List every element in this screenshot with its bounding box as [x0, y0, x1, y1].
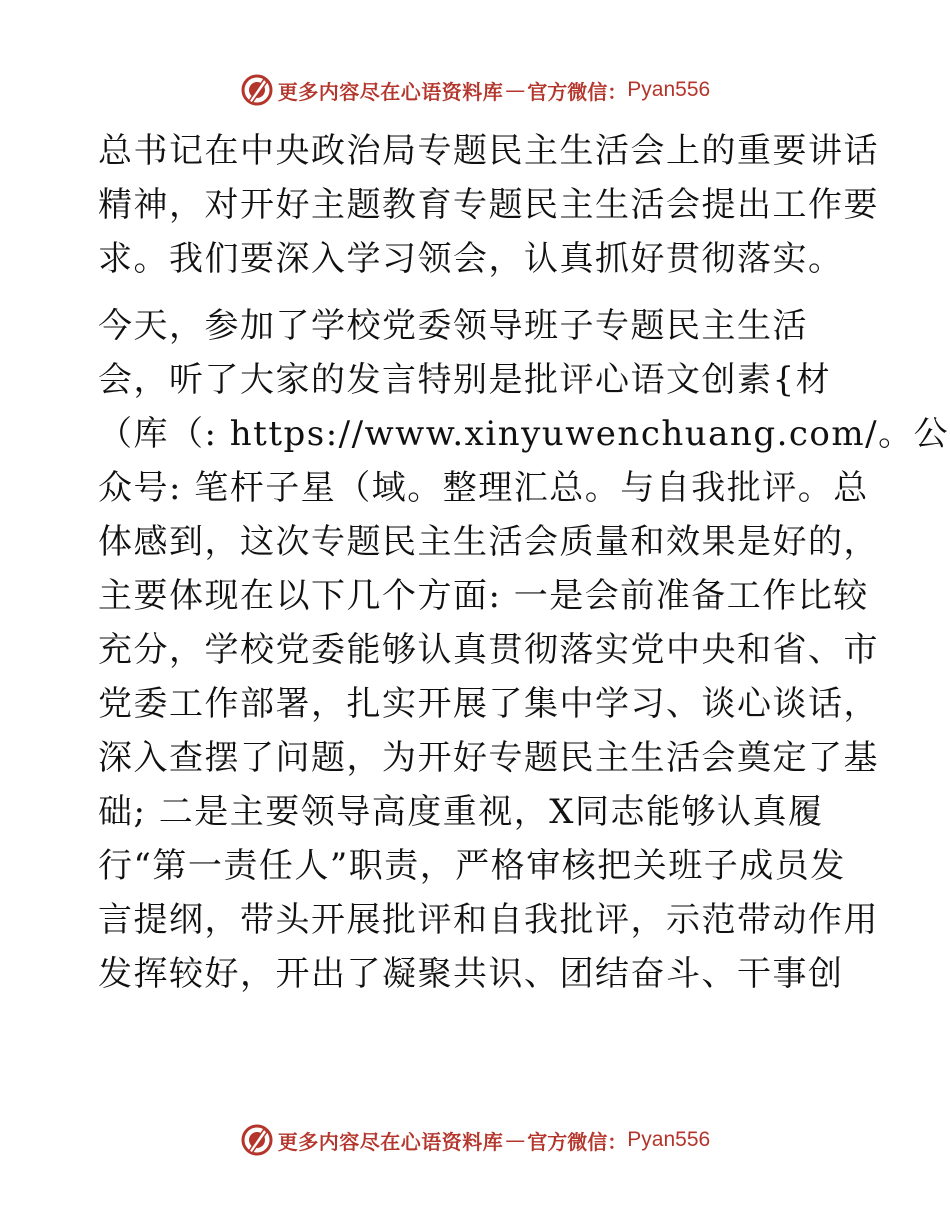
text-line: 众号: 笔杆子星（域。整理汇总。与自我批评。总	[98, 468, 869, 508]
text-line: 会，听了大家的发言特别是批评心语文创素{材	[98, 360, 832, 400]
footer-watermark-label: 官方微信：	[527, 1129, 628, 1154]
text-line: 求。我们要深入学习领会，认真抓好贯彻落实。	[98, 239, 844, 279]
brand-logo-icon	[240, 1123, 274, 1157]
text-line: 今天，参加了学校党委领导班子专题民主生活	[98, 306, 808, 346]
document-body	[98, 124, 950, 1001]
header-watermark-text: 更多内容尽在心语资料库	[277, 79, 504, 104]
footer-watermark-id: Pyan556	[627, 1128, 711, 1151]
text-line: 体感到，这次专题民主生活会质量和效果是好的，	[98, 522, 879, 562]
header-watermark-label: 官方微信：	[527, 79, 628, 104]
footer-watermark-dash: —	[505, 1128, 526, 1152]
text-line: 发挥较好，开出了凝聚共识、团结奋斗、干事创	[98, 954, 844, 994]
text-line: 深入查摆了问题，为开好专题民主生活会奠定了基	[98, 738, 879, 778]
text-line: 行“第一责任人”职责，严格审核把关班子成员发	[98, 846, 846, 886]
text-line: 充分，学校党委能够认真贯彻落实党中央和省、市	[98, 630, 879, 670]
text-line: 总书记在中央政治局专题民主生活会上的重要讲话	[98, 131, 879, 171]
header-watermark-dash: —	[505, 78, 526, 102]
paragraph-1	[98, 124, 879, 286]
text-line: 党委工作部署，扎实开展了集中学习、谈心谈话，	[98, 684, 879, 724]
header-watermark	[0, 68, 950, 112]
footer-watermark-text: 更多内容尽在心语资料库	[277, 1129, 504, 1154]
text-line: 础; 二是主要领导高度重视，X同志能够认真履	[98, 792, 824, 832]
text-line: （库（: https://www.xinyuwenchuang.com/。公	[98, 414, 950, 454]
text-line: 言提纲，带头开展批评和自我批评，示范带动作用	[98, 900, 879, 940]
header-watermark-id: Pyan556	[627, 78, 711, 101]
text-line: 精神，对开好主题教育专题民主生活会提出工作要	[98, 185, 879, 225]
paragraph-2	[98, 299, 950, 1001]
brand-logo-icon	[240, 73, 274, 107]
footer-watermark	[0, 1118, 950, 1162]
text-line: 主要体现在以下几个方面: 一是会前准备工作比较	[98, 576, 869, 616]
